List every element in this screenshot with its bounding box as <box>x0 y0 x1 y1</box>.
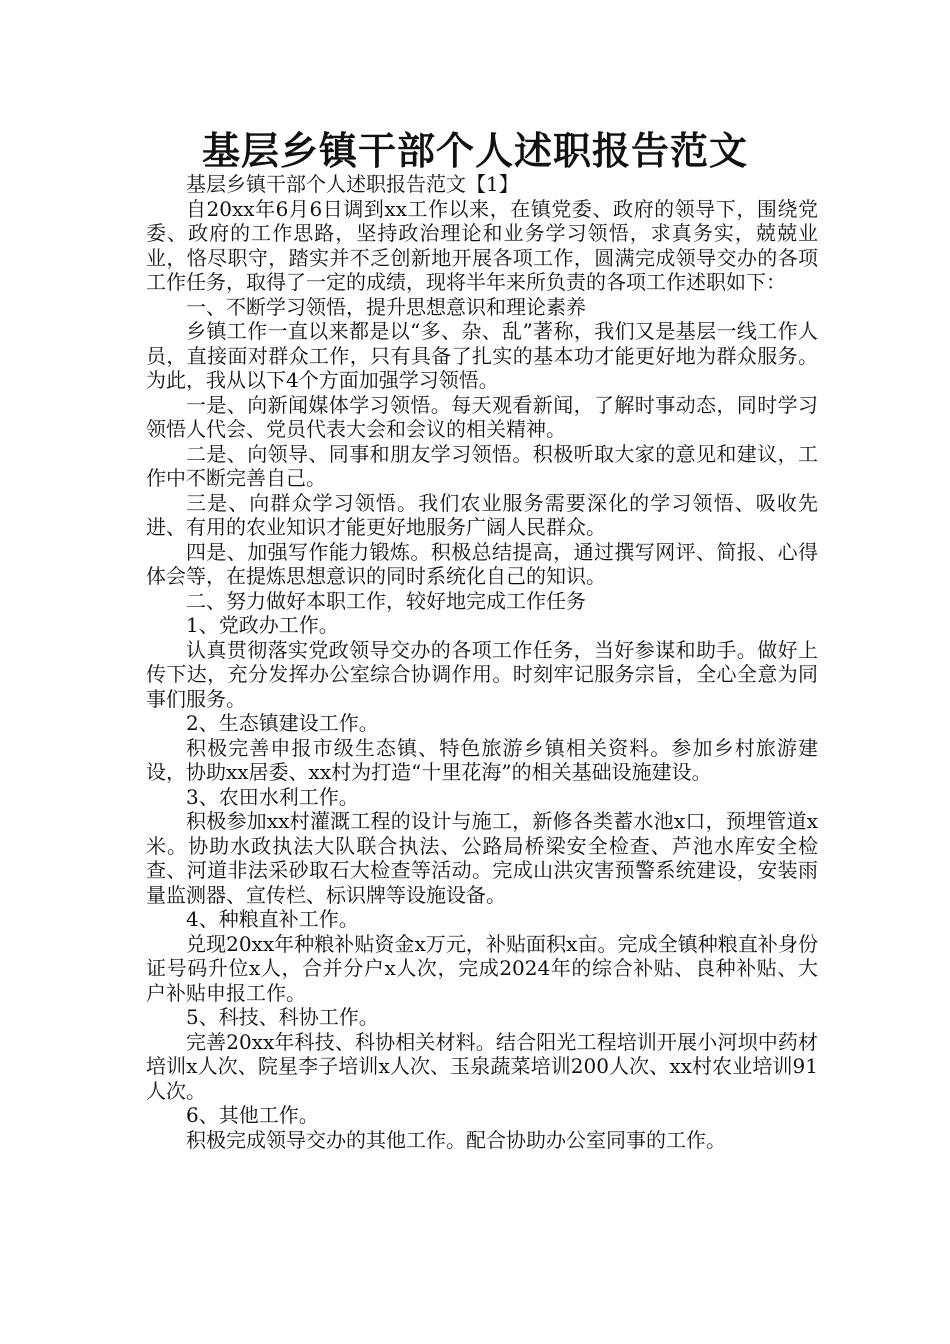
paragraph-intro: 自20xx年6月6日调到xx工作以来，在镇党委、政府的领导下，围绕党委、政府的工作思路，坚持政治理论和业务学习领悟，求真务实，兢兢业业，恪尽职守，踏实并不乏创新地开展各项工作，圆满完成领导交办的各项工作任务，取得了一定的成绩，现将半年来所负责的各项工作述职如下： <box>146 196 818 294</box>
paragraph: 兑现20xx年种粮补贴资金x万元，补贴面积x亩。完成全镇种粮直补身份证号码升位x人，合并分户x人次，完成2024年的综合补贴、良种补贴、大户补贴申报工作。 <box>146 931 818 1005</box>
paragraph: 三是、向群众学习领悟。我们农业服务需要深化的学习领悟、吸收先进、有用的农业知识才能更好地服务广阔人民群众。 <box>146 490 818 539</box>
paragraph: 四是、加强写作能力锻炼。积极总结提高，通过撰写网评、简报、心得体会等，在提炼思想意识的同时系统化自己的知识。 <box>146 539 818 588</box>
subsection-heading: 3、农田水利工作。 <box>186 784 359 809</box>
paragraph: 一是、向新闻媒体学习领悟。每天观看新闻，了解时事动态，同时学习领悟人代会、党员代表大会和会议的相关精神。 <box>146 392 818 441</box>
paragraph-subtitle: 基层乡镇干部个人述职报告范文【1】 <box>186 172 519 196</box>
section-heading-2: 二、努力做好本职工作，较好地完成工作任务 <box>186 588 586 613</box>
subsection-heading: 6、其他工作。 <box>186 1103 319 1127</box>
section-heading-1: 一、不断学习领悟，提升思想意识和理论素养 <box>186 294 586 319</box>
paragraph: 积极完善申报市级生态镇、特色旅游乡镇相关资料。参加乡村旅游建设，协助xx居委、xx村为打造“十里花海”的相关基础设施建设。 <box>146 735 818 784</box>
paragraph: 认真贯彻落实党政领导交办的各项工作任务，当好参谋和助手。做好上传下达，充分发挥办公室综合协调作用。时刻牢记服务宗旨，全心全意为同事们服务。 <box>146 637 818 711</box>
paragraph: 积极参加xx村灌溉工程的设计与施工，新修各类蓄水池x口，预埋管道x米。协助水政执法大队联合执法、公路局桥梁安全检查、芦池水库安全检查、河道非法采砂取石大检查等活动。完成山洪灾害预警系统建设，安装雨量监测器、宣传栏、标识牌等设施设备。 <box>146 809 818 907</box>
paragraph: 乡镇工作一直以来都是以“多、杂、乱”著称，我们又是基层一线工作人员，直接面对群众工作，只有具备了扎实的基本功才能更好地为群众服务。为此，我从以下4个方面加强学习领悟。 <box>146 319 818 392</box>
paragraph: 二是、向领导、同事和朋友学习领悟。积极听取大家的意见和建议，工作中不断完善自己。 <box>146 441 818 490</box>
subsection-heading: 4、种粮直补工作。 <box>186 907 359 931</box>
subsection-heading: 5、科技、科协工作。 <box>186 1005 379 1029</box>
document-body <box>146 172 818 1152</box>
paragraph: 积极完成领导交办的其他工作。配合协助办公室同事的工作。 <box>186 1127 726 1152</box>
paragraph: 完善20xx年科技、科协相关材料。结合阳光工程培训开展小河坝中药材培训x人次、院星李子培训x人次、玉泉蔬菜培训200人次、xx村农业培训91人次。 <box>146 1029 818 1103</box>
subsection-heading: 2、生态镇建设工作。 <box>186 711 379 735</box>
subsection-heading: 1、党政办工作。 <box>186 613 339 637</box>
document-title: 基层乡镇干部个人述职报告范文 <box>201 128 748 173</box>
